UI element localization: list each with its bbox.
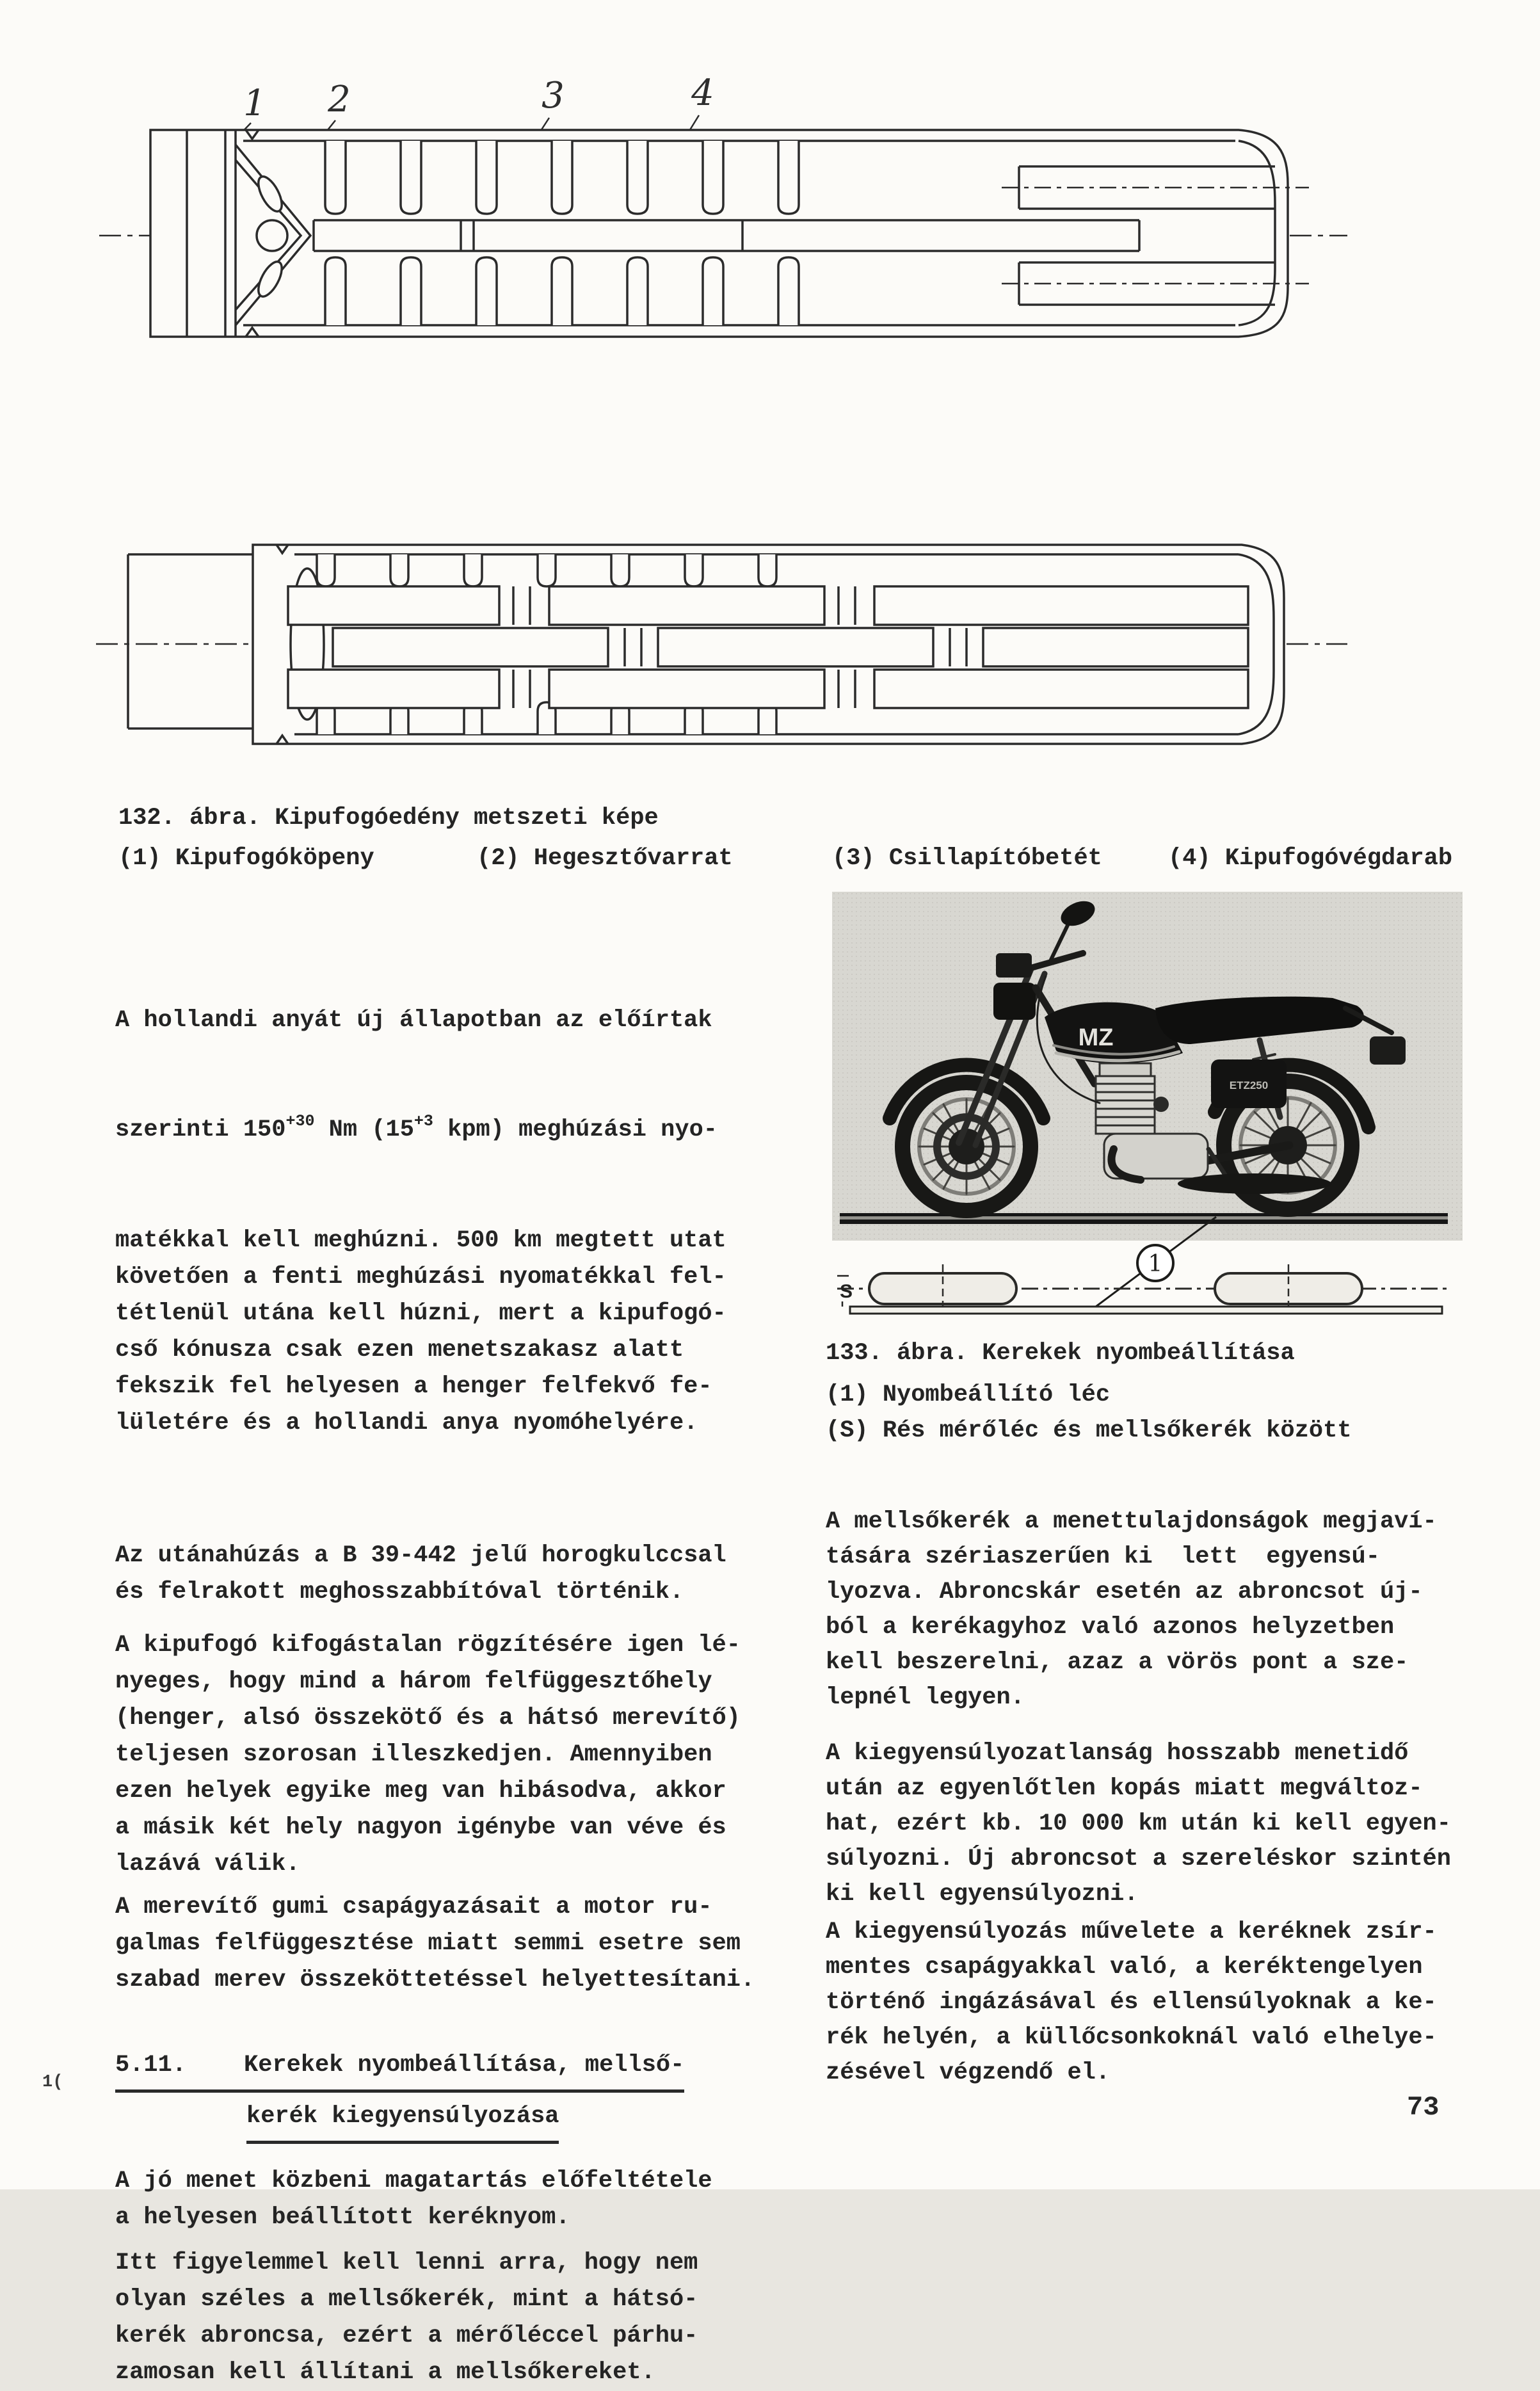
exhaust-muffler <box>1178 1173 1331 1194</box>
text-line: zésével végzendő el. <box>826 2059 1111 2086</box>
section-number: 5.11. <box>115 2052 187 2079</box>
instrument-cluster <box>996 953 1032 978</box>
track-setting-bar <box>840 1213 1448 1224</box>
text-line: lületére és a hollandi anya nyomóhelyére. <box>115 1410 698 1437</box>
baffle-bricks <box>288 586 1248 708</box>
paragraph-retighten <box>115 1538 765 1611</box>
text-line: követően a fenti meghúzási nyomatékkal fel- <box>115 1264 726 1291</box>
muffler-section-drawing-lower <box>90 490 1357 746</box>
text-line: Az utánahúzás a B 39-442 jelű horogkulccsal <box>115 1542 726 1569</box>
part-number-labels <box>243 72 714 124</box>
text-line: (henger, alsó összekötő és a hátsó merevítő) <box>115 1705 741 1732</box>
text-line: cső kónusza csak ezen menetszakasz alatt <box>115 1337 684 1364</box>
scan-artifact-mark: 1( <box>42 2073 63 2092</box>
muffler-section-drawing-upper <box>90 69 1357 370</box>
paragraph-wheel-width <box>115 2245 765 2391</box>
text-line: A merevítő gumi csapágyazásait a motor ru- <box>115 1894 712 1920</box>
paragraph-track-precondition <box>115 2163 765 2236</box>
text-line: szabad merev összeköttetéssel helyettesítani. <box>115 1967 755 1993</box>
figure-133-caption: 133. ábra. Kerekek nyombeállítása <box>826 1340 1295 1367</box>
text-line: (S) Rés mérőléc és mellsőkerék között <box>826 1417 1352 1444</box>
text-line: kell beszerelni, azaz a vörös pont a sze- <box>826 1649 1409 1676</box>
text-line: rék helyén, a küllőcsonkoknál való elhelye- <box>826 2024 1437 2051</box>
part-label-2: (2) Hegesztővarrat <box>477 845 733 872</box>
text-line: galmas felfüggesztése miatt semmi esetre sem <box>115 1930 741 1957</box>
page-number: 73 <box>1407 2092 1440 2123</box>
label-4: 4 <box>691 72 714 114</box>
superscript-tolerance: +30 <box>285 1112 315 1131</box>
gap-dimension-label: S <box>840 1281 853 1302</box>
text-line: A jó menet közbeni magatartás előfeltétele <box>115 2168 712 2194</box>
headlamp <box>993 983 1036 1020</box>
text-line: tétlenül utána kell húzni, mert a kipufogó- <box>115 1300 726 1327</box>
text-line: mentes csapágyakkal való, a keréktengelyen <box>826 1954 1423 1981</box>
section-heading-5-11 <box>115 2047 765 2144</box>
text-line: (1) Nyombeállító léc <box>826 1381 1111 1408</box>
pointer-number: 1 <box>1148 1251 1163 1277</box>
torque-spec-line: szerinti $150^{+30}$ Nm ($15^{+3}$ kpm) meghúzási nyo- <box>115 1112 718 1143</box>
paragraph-imbalance <box>826 1736 1504 1912</box>
text-line: a másik két hely nagyon igénybe van véve és <box>115 1814 726 1841</box>
figure-133-parts <box>826 1377 1352 1449</box>
superscript-tolerance: +3 <box>413 1112 433 1131</box>
text-line: tására szériaszerűen ki lett egyensú- <box>826 1543 1380 1570</box>
text-line: zamosan kell állítani a mellsőkereket. <box>115 2359 655 2386</box>
text-line: súlyozni. Új abroncsot a szereléskor szintén <box>826 1846 1451 1872</box>
section-title-part2: kerék kiegyensúlyozása <box>246 2098 559 2144</box>
left-text-column <box>115 930 765 2391</box>
part-label-4: (4) Kipufogóvégdarab <box>1168 845 1453 872</box>
text-line: fekszik fel helyesen a henger felfekvő fe- <box>115 1373 712 1400</box>
heading-line-1 <box>115 2047 765 2093</box>
paragraph-torque <box>115 930 765 1515</box>
text-line: A mellsőkerék a menettulajdonságok megjaví- <box>826 1508 1437 1535</box>
tail-light <box>1370 1036 1406 1065</box>
text-line: kerék abroncsa, ezért a mérőléccel párhu- <box>115 2323 698 2349</box>
text-line: után az egyenlőtlen kopás miatt megváltoz- <box>826 1775 1423 1802</box>
text-line: ezen helyek egyike meg van hibásodva, akkor <box>115 1778 726 1805</box>
paragraph-balancing-procedure <box>826 1915 1504 2091</box>
text-line: olyan széles a mellsőkerék, mint a hátsó- <box>115 2286 698 2313</box>
text-line: nyeges, hogy mind a három felfüggesztőhely <box>115 1668 712 1695</box>
text-line: A kiegyensúlyozás művelete a keréknek zsír- <box>826 1919 1437 1945</box>
label-1: 1 <box>243 83 266 124</box>
figure-133-caption-block <box>826 1335 1352 1449</box>
motorcycle-photo-illustration <box>832 892 1463 1316</box>
text-line: A kiegyensúlyozatlanság hosszabb menetidő <box>826 1740 1409 1767</box>
text-line: Itt figyelemmel kell lenni arra, hogy nem <box>115 2250 698 2276</box>
text-line: matékkal kell meghúzni. 500 km megtett utat <box>115 1227 726 1254</box>
model-text: ETZ250 <box>1229 1079 1269 1091</box>
text-line: teljesen szorosan illeszkedjen. Amennyiben <box>115 1741 712 1768</box>
text-line: lepnél legyen. <box>826 1684 1025 1711</box>
heading-line-2 <box>115 2098 765 2144</box>
bar-top-view <box>850 1307 1442 1314</box>
text-line: a helyesen beállított keréknyom. <box>115 2204 570 2231</box>
label-3: 3 <box>541 75 565 117</box>
paragraph-rubber-bearings <box>115 1889 765 1999</box>
text-line: ki kell egyensúlyozni. <box>826 1881 1139 1908</box>
paragraph-lines <box>115 1223 765 1442</box>
part-label-1: (1) Kipufogóköpeny <box>118 845 374 872</box>
section-title-part1: Kerekek nyombeállítása, mellső- <box>244 2052 685 2079</box>
label-2: 2 <box>328 79 351 120</box>
right-text-column <box>826 1504 1504 2091</box>
text-line: ból a kerékagyhoz való azonos helyzetben <box>826 1614 1395 1641</box>
figure-132-parts <box>0 845 1540 883</box>
figure-132-caption: 132. ábra. Kipufogóedény metszeti képe <box>118 805 659 832</box>
text-line: hat, ezért kb. 10 000 km után ki kell egyen- <box>826 1810 1451 1837</box>
text-line: történő ingázásával és ellensúlyoknak a ke- <box>826 1989 1437 2016</box>
figure-133-photo <box>832 892 1463 1316</box>
part-label-3: (3) Csillapítóbetét <box>832 845 1102 872</box>
front-wheel <box>902 1083 1031 1211</box>
paragraph-front-wheel-balance <box>826 1504 1504 1716</box>
text-line: lazává válik. <box>115 1851 300 1878</box>
paragraph-mounting <box>115 1627 765 1883</box>
text-line: A hollandi anyát új állapotban az előírtak <box>115 1007 712 1034</box>
text-line: lyozva. Abroncskár esetén az abroncsot új- <box>826 1579 1423 1606</box>
text-line: A kipufogó kifogástalan rögzítésére igen lé- <box>115 1632 741 1659</box>
text-line: és felrakott meghosszabbítóval történik. <box>115 1579 684 1606</box>
tank-brand-text: MZ <box>1078 1024 1114 1051</box>
